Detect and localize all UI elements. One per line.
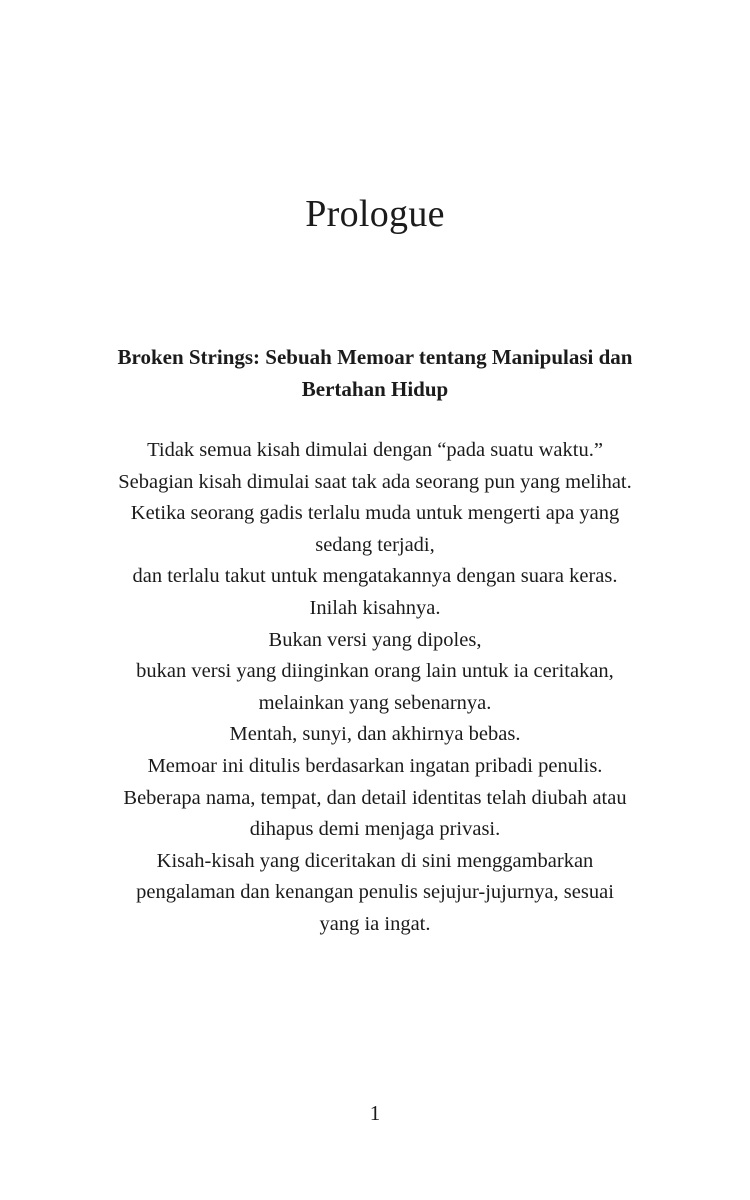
body-line: dihapus demi menjaga privasi. [249, 818, 501, 841]
body-line: Bukan versi yang dipoles, [268, 628, 482, 651]
body-line: Mentah, sunyi, dan akhirnya bebas. [229, 723, 521, 746]
body-line: melainkan yang sebenarnya. [258, 691, 492, 714]
body-line: Ketika seorang gadis terlalu muda untuk mengerti apa yang [130, 502, 620, 525]
subtitle-line: Broken Strings: Sebuah Memoar tentang Manipulasi dan [117, 345, 633, 369]
body-line: Beberapa nama, tempat, dan detail identitas telah diubah atau [123, 786, 627, 809]
body-line: pengalaman dan kenangan penulis sejujur-jujurnya, sesuai [136, 881, 614, 904]
page-number: 1 [369, 1101, 381, 1125]
body-line: Tidak semua kisah dimulai dengan “pada suatu waktu.” [147, 439, 603, 461]
body-line: Kisah-kisah yang diceritakan di sini menggambarkan [156, 849, 594, 872]
body-line: yang ia ingat. [319, 912, 431, 935]
body-line: dan terlalu takut untuk mengatakannya dengan suara keras. [132, 565, 618, 588]
subtitle-line: Bertahan Hidup [301, 377, 449, 401]
book-subtitle [80, 341, 670, 405]
body-line: Inilah kisahnya. [309, 596, 441, 619]
page-title: Prologue [305, 193, 445, 235]
body-line: bukan versi yang diinginkan orang lain untuk ia ceritakan, [136, 660, 614, 683]
prologue-body [80, 435, 670, 941]
body-line: sedang terjadi, [315, 533, 435, 556]
body-line: Sebagian kisah dimulai saat tak ada seorang pun yang melihat. [118, 470, 632, 493]
body-line: Memoar ini ditulis berdasarkan ingatan pribadi penulis. [147, 754, 603, 777]
